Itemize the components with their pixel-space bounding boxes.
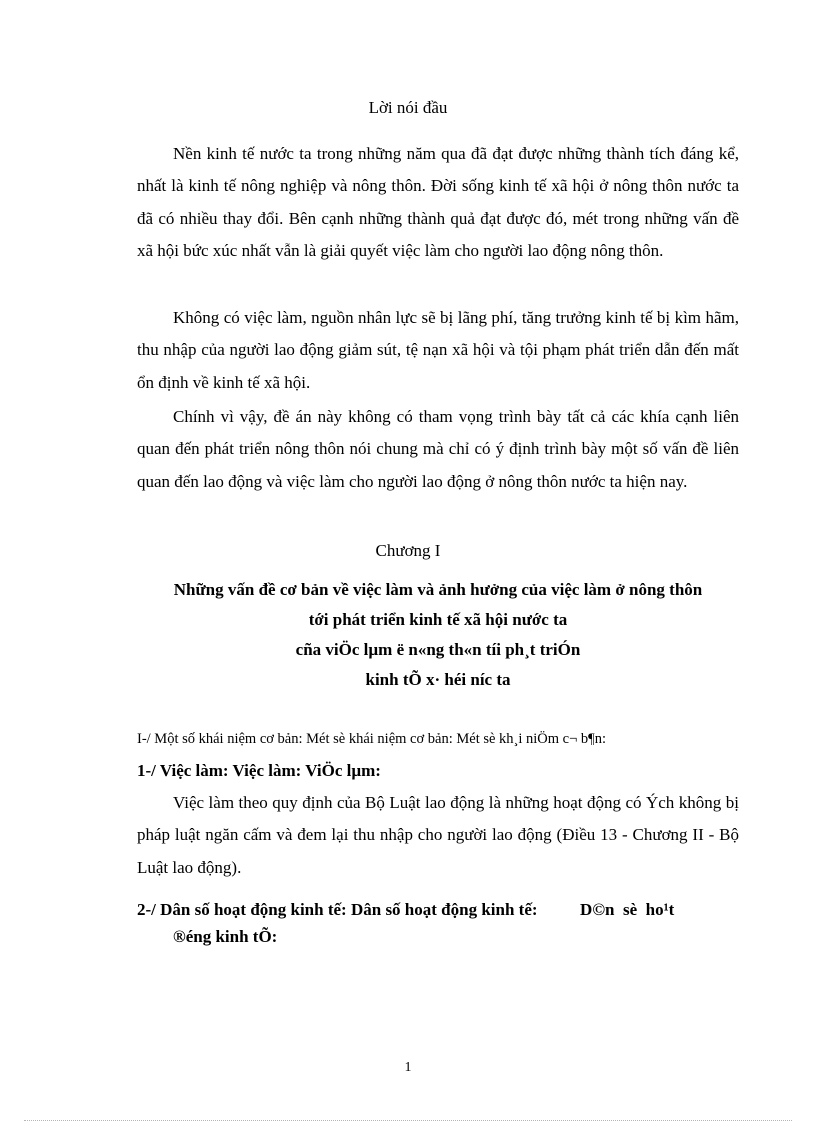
subsection-body-1: Việc làm theo quy định của Bộ Luật lao động là những hoạt động có Ých không bị pháp luật ngăn cấm và đem lại thu nhập cho người lao động (Điều 13 - Chương II - Bộ Luật lao động). [137,793,739,877]
chapter-heading-line-4: kinh tÕ x· héi níc ta [365,670,511,689]
page-number: 1 [404,1060,412,1075]
intro-paragraph-1: Nền kinh tế nước ta trong những năm qua đã đạt được những thành tích đáng kể, nhất là kinh tế nông nghiệp và nông thôn. Đời sống kinh tế xã hội ở nông thôn nước ta đã có nhiều thay đổi. Bên cạnh những thành quả đạt được đó, mét trong những vấn đề xã hội bức xúc nhất vẫn là giải quyết việc làm cho người lao động nông thôn. [137,144,739,260]
section-heading: I-/ Một số khái niệm cơ bản: Mét sè khái niệm cơ bản: Mét sè kh¸i niÖm c¬ b¶n: [137,731,607,747]
subsection-heading-2-line-2: ®éng kinh tÕ: [173,927,278,946]
chapter-heading-line-3: cña viÖc lµm ë n«ng th«n tíi ph¸t triÓn [295,640,581,659]
subsection-heading-1: 1-/ Việc làm: Việc làm: ViÖc lµm: [137,761,381,780]
intro-paragraph-3: Chính vì vậy, đề án này không có tham vọng trình bày tất cả các khía cạnh liên quan đến phát triển nông thôn nói chung mà chỉ có ý định trình bày một số vấn đề liên quan đến lao động và việc làm cho người lao động ở nông thôn nước ta hiện nay. [137,407,739,491]
subsection-heading-2-line-1: 2-/ Dân số hoạt động kinh tế: Dân số hoạt động kinh tế: D©n sè ho¹t [137,900,675,919]
intro-paragraph-2: Không có việc làm, nguồn nhân lực sẽ bị lãng phí, tăng trưởng kinh tế bị kìm hãm, thu nhập của người lao động giảm sút, tệ nạn xã hội và tội phạm phát triển dẫn đến mất ổn định về kinh tế xã hội. [137,308,739,392]
chapter-heading [120,575,756,695]
chapter-heading-line-1: Những vấn đề cơ bản về việc làm và ảnh hưởng của việc làm ở nông thôn [173,580,703,599]
page-bottom-divider [24,1120,792,1121]
page-title: Lời nói đầu [368,98,448,117]
chapter-label: Chương I [375,541,441,560]
subsection-heading-2 [137,896,739,950]
chapter-heading-line-2: tới phát triển kinh tế xã hội nước ta [308,610,568,629]
